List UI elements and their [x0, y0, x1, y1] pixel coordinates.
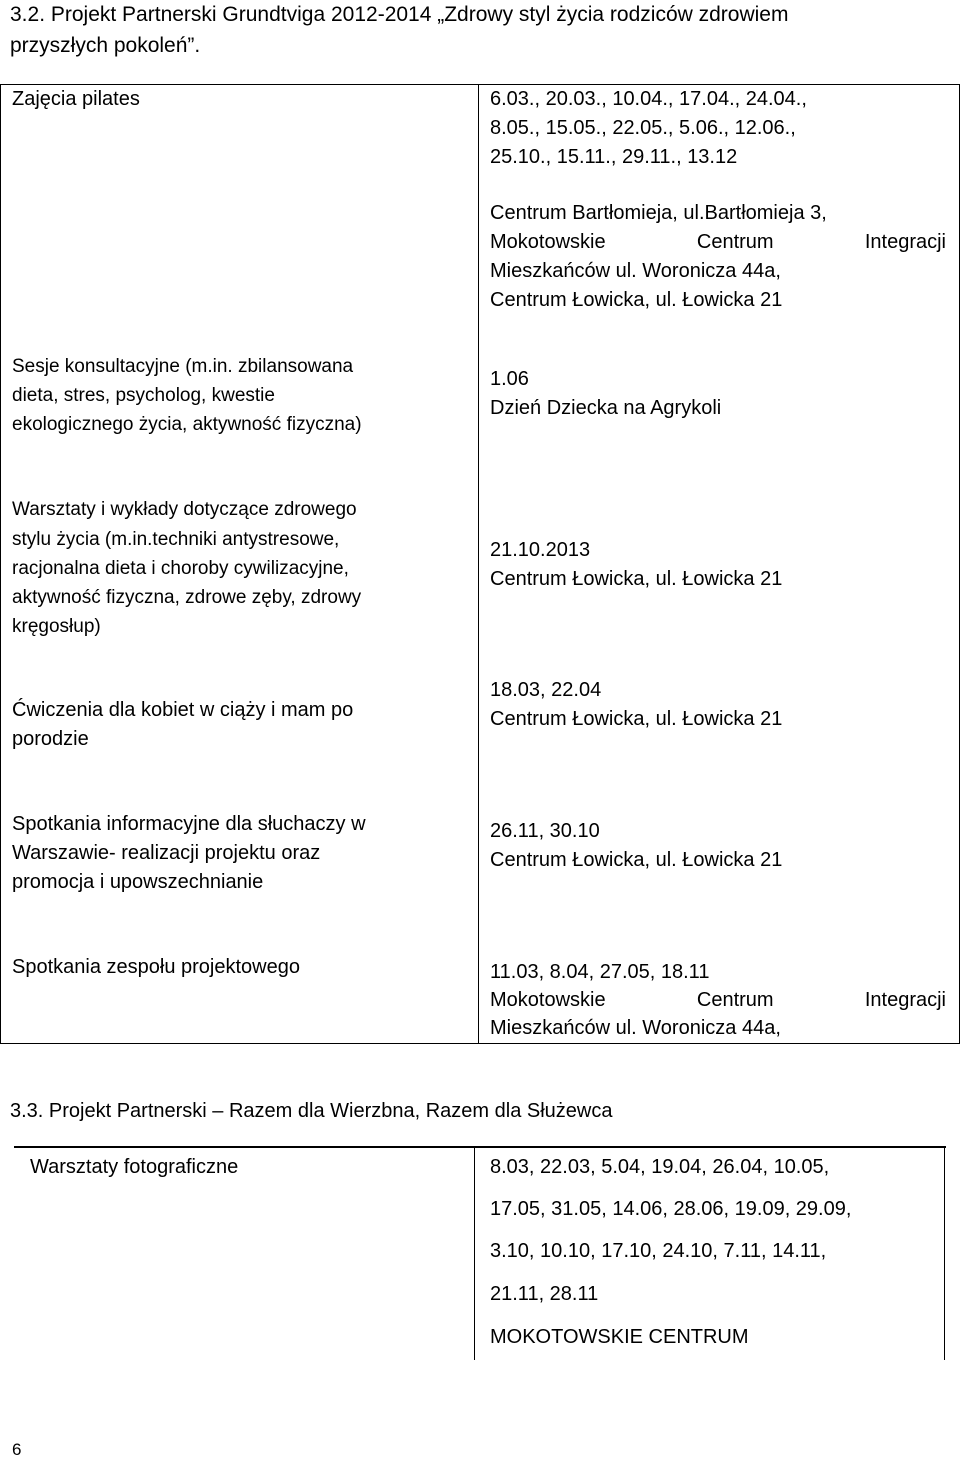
table-cell-details: 17.05, 31.05, 14.06, 28.06, 19.09, 29.09, — [490, 1198, 852, 1220]
table-2-column-divider — [474, 1148, 475, 1360]
table-cell-activity: Sesje konsultacyjne (m.in. zbilansowana — [12, 356, 354, 377]
table-cell-activity: Warsztaty fotograficzne — [30, 1156, 239, 1178]
word: Integracji — [864, 231, 946, 253]
table-cell-details: 1.06 — [490, 368, 529, 390]
table-cell-details: Centrum Łowicka, ul. Łowicka 21 — [490, 708, 783, 730]
table-cell-activity: aktywność fizyczna, zdrowe zęby, zdrowy — [12, 587, 362, 608]
table-cell-details: 21.11, 28.11 — [490, 1283, 599, 1305]
table-cell-activity: promocja i upowszechnianie — [12, 871, 264, 893]
table-cell-details: Centrum Łowicka, ul. Łowicka 21 — [490, 568, 783, 590]
table-cell-details: Mieszkańców ul. Woronicza 44a, — [490, 1017, 781, 1039]
word: Mokotowskie — [490, 989, 606, 1011]
word: Mokotowskie — [490, 231, 606, 253]
section-heading-3-3: 3.3. Projekt Partnerski – Razem dla Wierzbna, Razem dla Służewca — [10, 1100, 613, 1122]
table-cell-details: 8.03, 22.03, 5.04, 19.04, 26.04, 10.05, — [490, 1156, 830, 1178]
table-cell-activity: dieta, stres, psycholog, kwestie — [12, 385, 275, 406]
table-cell-details: Mieszkańców ul. Woronicza 44a, — [490, 260, 781, 282]
table-cell-activity: Zajęcia pilates — [12, 88, 140, 110]
table-1-bottom-border — [0, 1043, 960, 1044]
table-1-top-border — [0, 84, 960, 85]
table-cell-details: MOKOTOWSKIE CENTRUM — [490, 1326, 749, 1348]
table-cell-activity: porodzie — [12, 728, 89, 750]
table-cell-activity: Ćwiczenia dla kobiet w ciąży i mam po — [12, 699, 354, 721]
table-cell-activity: kręgosłup) — [12, 616, 101, 637]
table-cell-activity: Spotkania informacyjne dla słuchaczy w — [12, 813, 366, 835]
table-cell-details: Centrum Bartłomieja, ul.Bartłomieja 3, — [490, 202, 827, 224]
table-cell-details: 18.03, 22.04 — [490, 679, 602, 701]
table-cell-details: 26.11, 30.10 — [490, 820, 600, 842]
word: Centrum — [696, 231, 774, 253]
table-cell-activity: Spotkania zespołu projektowego — [12, 956, 300, 978]
word: Integracji — [864, 989, 946, 1011]
table-cell-details: 3.10, 10.10, 17.10, 24.10, 7.11, 14.11, — [490, 1240, 827, 1262]
table-cell-activity: racjonalna dieta i choroby cywilizacyjne, — [12, 558, 349, 579]
table-cell-details: 11.03, 8.04, 27.05, 18.11 — [490, 961, 710, 983]
table-cell-details: 6.03., 20.03., 10.04., 17.04., 24.04., — [490, 88, 807, 110]
section-heading-3-2-line1: 3.2. Projekt Partnerski Grundtviga 2012-2014 „Zdrowy styl życia rodziców zdrowiem — [10, 3, 789, 26]
table-cell-activity: stylu życia (m.in.techniki antystresowe, — [12, 529, 340, 550]
table-2-right-border — [944, 1148, 945, 1360]
table-cell-activity: Warsztaty i wykłady dotyczące zdrowego — [12, 499, 357, 520]
table-cell-details-justified — [490, 232, 946, 252]
word: Centrum — [696, 989, 774, 1011]
table-cell-details: Centrum Łowicka, ul. Łowicka 21 — [490, 289, 783, 311]
page-number: 6 — [12, 1440, 22, 1459]
table-cell-details-justified — [490, 990, 946, 1010]
table-cell-details: Centrum Łowicka, ul. Łowicka 21 — [490, 849, 783, 871]
table-cell-details: Dzień Dziecka na Agrykoli — [490, 397, 722, 419]
table-cell-details: 25.10., 15.11., 29.11., 13.12 — [490, 146, 738, 168]
table-cell-activity: Warszawie- realizacji projektu oraz — [12, 842, 321, 864]
table-cell-details: 21.10.2013 — [490, 539, 591, 561]
table-2-top-border — [14, 1146, 946, 1148]
table-1-column-divider — [478, 84, 479, 1044]
table-cell-activity: ekologicznego życia, aktywność fizyczna) — [12, 414, 362, 435]
table-1-left-border — [0, 84, 1, 1044]
section-heading-3-2-line2: przyszłych pokoleń”. — [10, 34, 201, 57]
table-cell-details: 8.05., 15.05., 22.05., 5.06., 12.06., — [490, 117, 796, 139]
